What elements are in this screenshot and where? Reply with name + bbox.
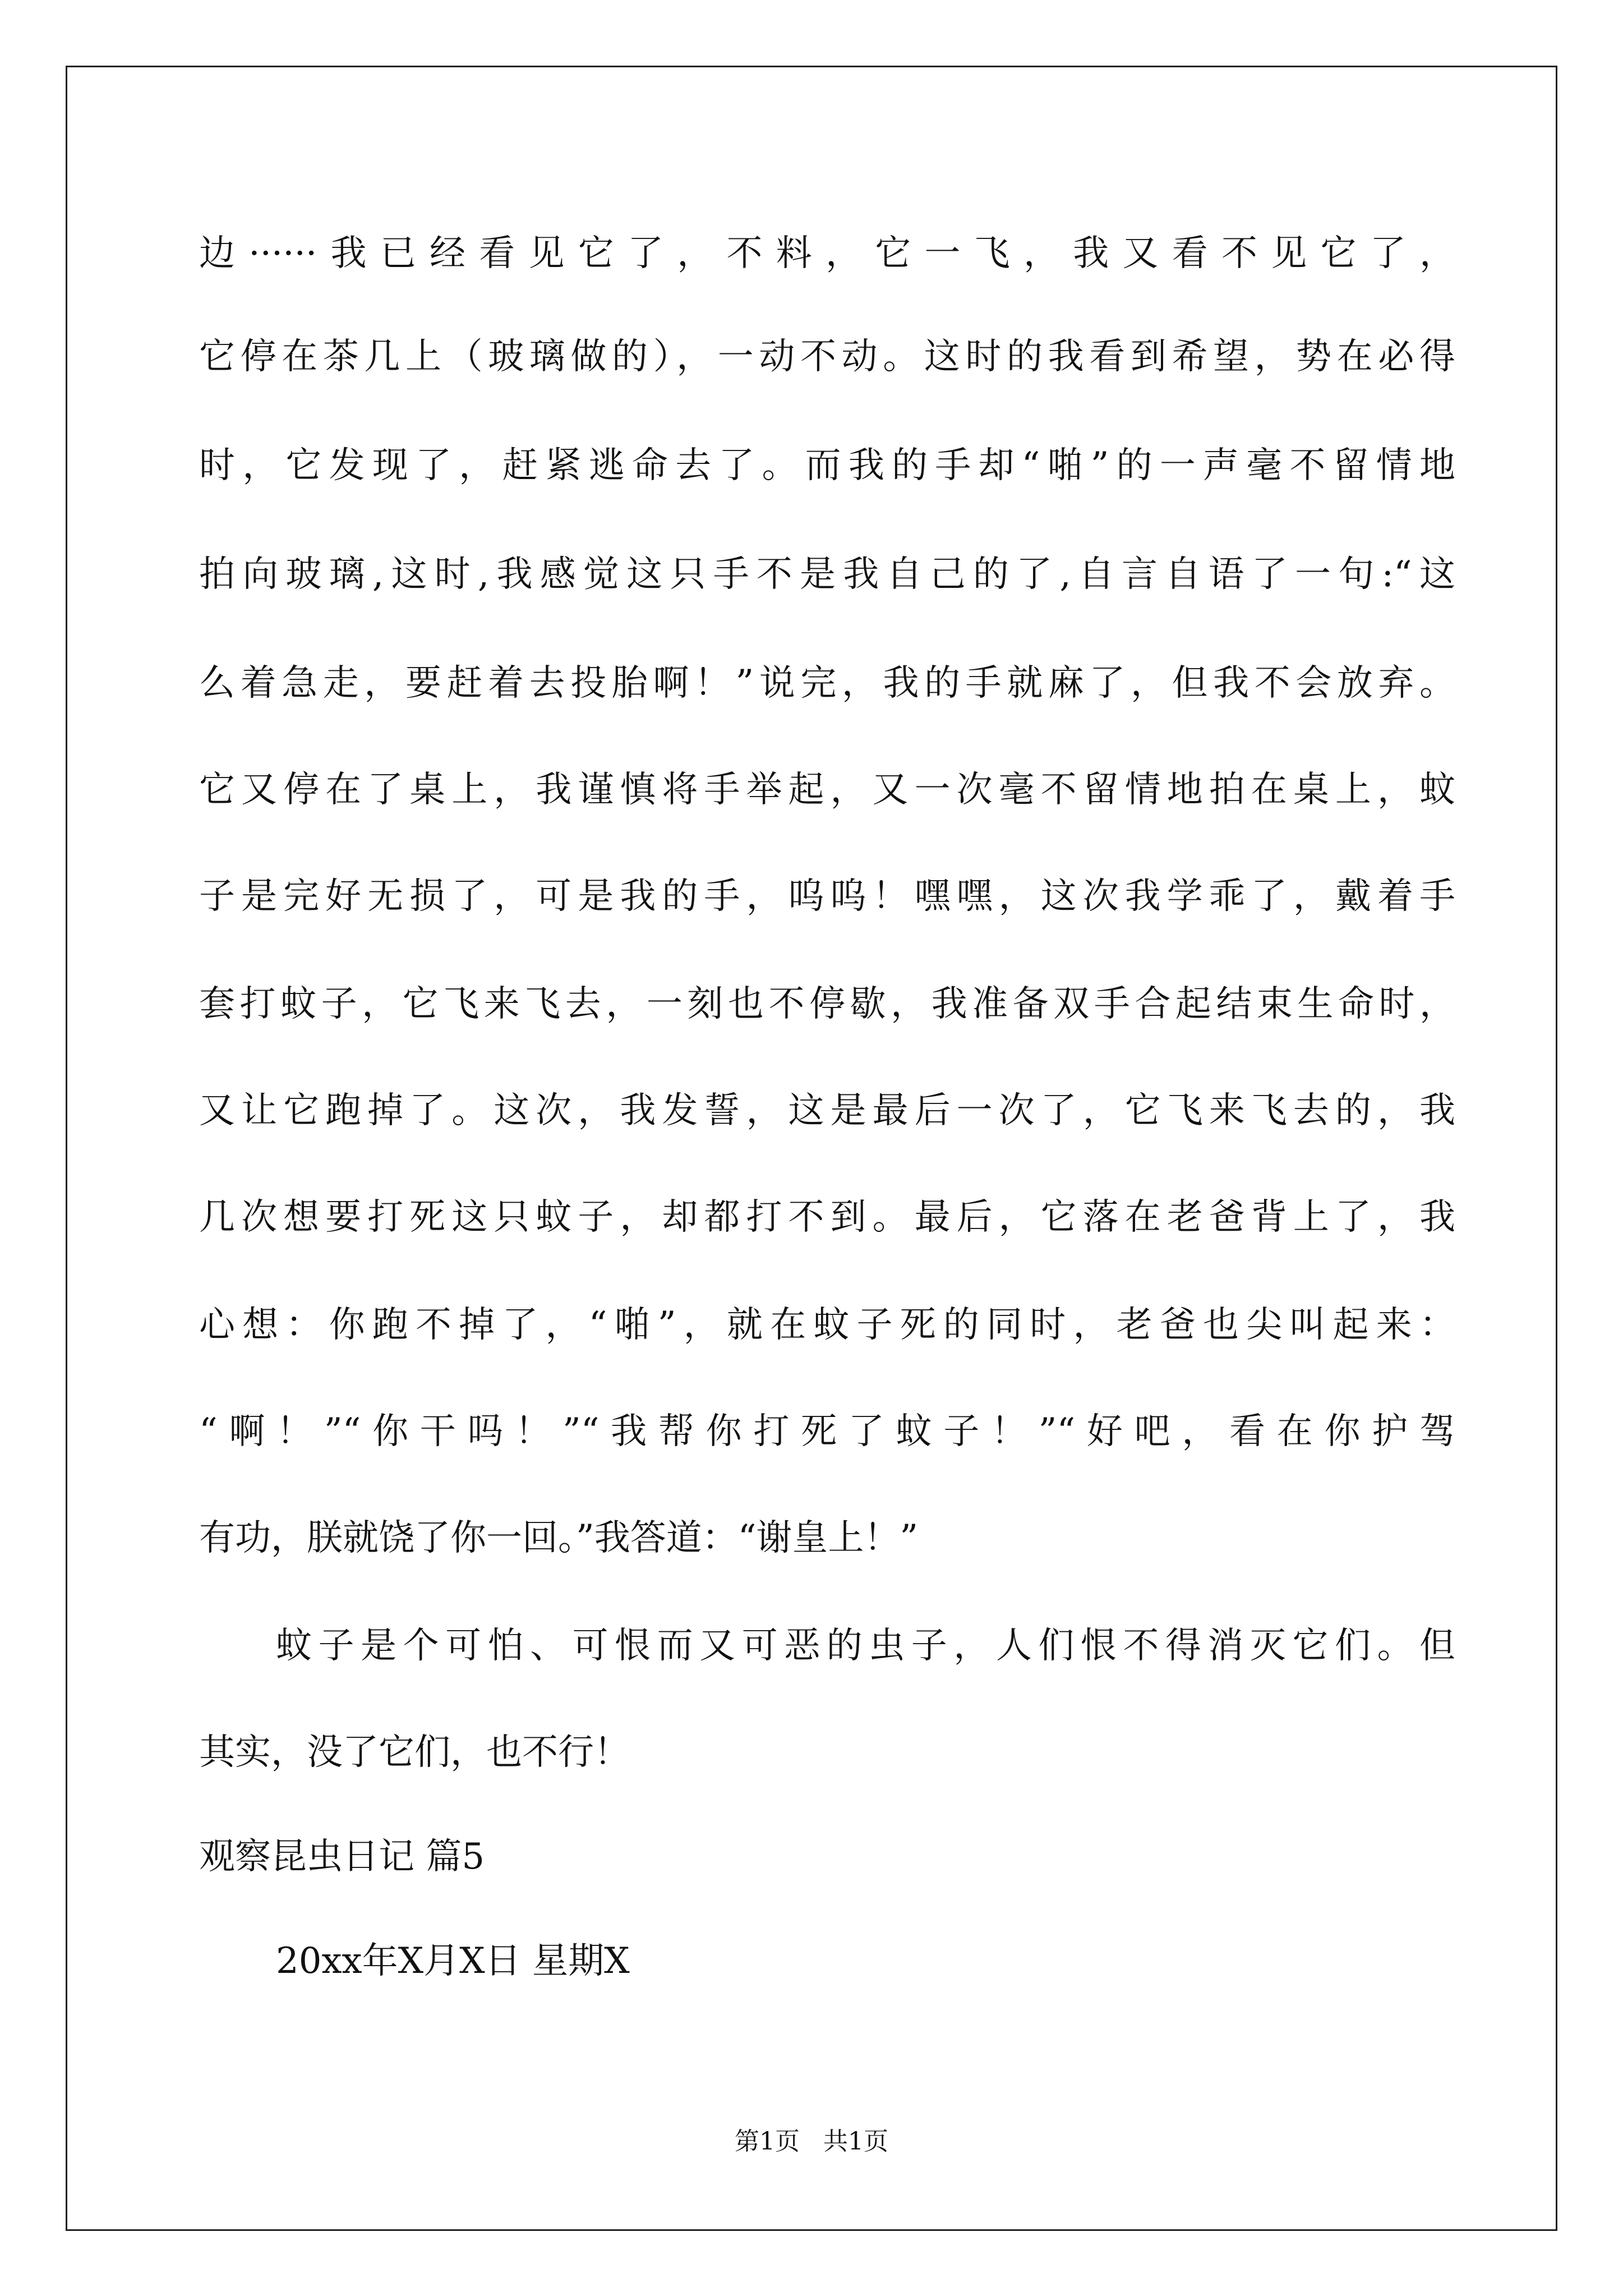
paragraph-line: 其实，没了它们，也不行！ — [199, 1732, 630, 1773]
paragraph-line: 边······我已经看见它了，不料，它一飞，我又看不见它了， — [199, 233, 1455, 274]
paragraph-line: “啊！”“你干吗！”“我帮你打死了蚊子！”“好吧，看在你护驾 — [199, 1411, 1455, 1452]
paragraph-line: 它停在茶几上（玻璃做的），一动不动。这时的我看到希望，势在必得 — [199, 336, 1455, 378]
page-border — [66, 66, 1557, 2231]
paragraph-line: 心想：你跑不掉了，“啪”，就在蚊子死的同时，老爸也尖叫起来： — [199, 1304, 1455, 1346]
diary-date: 20xx年X月X日 星期X — [276, 1940, 630, 1982]
paragraph-line: 它又停在了桌上，我谨慎将手举起，又一次毫不留情地拍在桌上，蚊 — [199, 769, 1455, 811]
paragraph-line: 又让它跑掉了。这次，我发誓，这是最后一次了，它飞来飞去的，我 — [199, 1090, 1455, 1131]
paragraph-line: 拍向玻璃,这时,我感觉这只手不是我自己的了,自言自语了一句:“这 — [199, 554, 1455, 595]
paragraph-line: 子是完好无损了，可是我的手，呜呜！嘿嘿，这次我学乖了，戴着手 — [199, 876, 1455, 917]
paragraph-line: 蚊子是个可怕、可恨而又可恶的虫子，人们恨不得消灭它们。但 — [276, 1625, 1455, 1667]
paragraph-line: 套打蚊子，它飞来飞去，一刻也不停歇，我准备双手合起结束生命时， — [199, 983, 1455, 1025]
page-footer: 第1页 共1页 — [735, 2127, 888, 2156]
paragraph-line: 么着急走，要赶着去投胎啊！”说完，我的手就麻了，但我不会放弃。 — [199, 662, 1455, 704]
paragraph-line: 有功，朕就饶了你一回。”我答道：“谢皇上！” — [199, 1517, 919, 1559]
paragraph-line: 几次想要打死这只蚊子，却都打不到。最后，它落在老爸背上了，我 — [199, 1197, 1455, 1238]
paragraph-line: 时，它发现了，赶紧逃命去了。而我的手却“啪”的一声毫不留情地 — [199, 445, 1455, 486]
section-heading: 观察昆虫日记 篇5 — [199, 1836, 485, 1878]
